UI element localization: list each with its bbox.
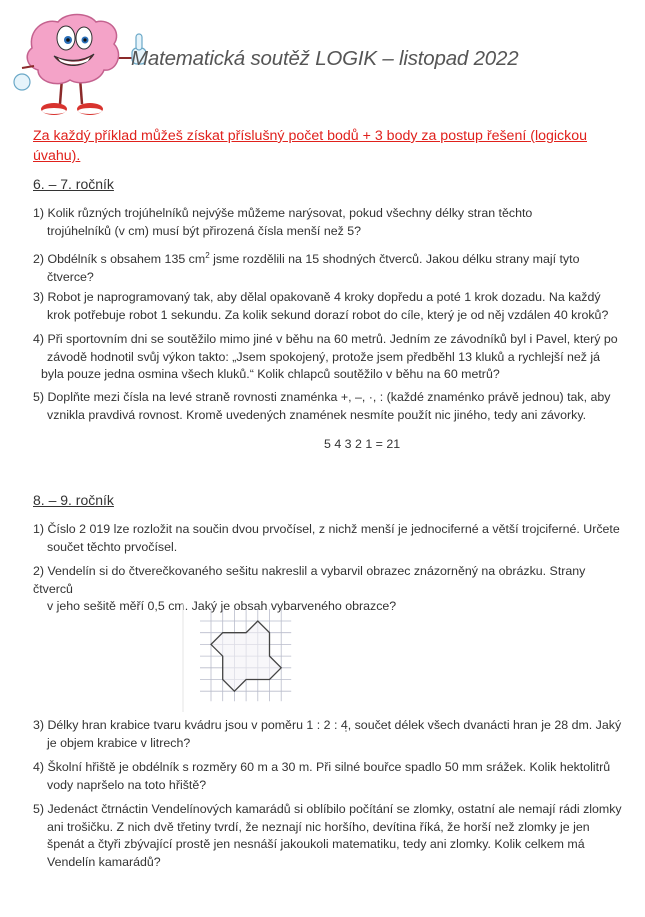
question-line: 4) Školní hřiště je obdélník s rozměry 60 m a 30 m. Při silné bouřce spadlo 50 mm srážek. Kolik hektolitrů xyxy=(33,760,611,774)
question-line: závodě hodnotil svůj výkon takto: „Jsem spokojený, protože jsem předběhl 13 kluků a rychlejší než já xyxy=(47,349,601,364)
equation: 5 4 3 2 1 = 21 xyxy=(324,437,401,451)
question-line: 2) Obdélník s obsahem 135 cm xyxy=(33,252,206,267)
question-line: 5) Doplňte mezi čísla na levé straně rovnosti znaménka +, –, ·, : (každé znaménko právě jednou) tak, aby xyxy=(33,390,611,404)
question-line: 1) Kolik různých trojúhelníků nejvýše můžeme narýsovat, pokud všechny délky stran těchto xyxy=(33,206,533,220)
question-6-7-3 xyxy=(33,289,623,324)
grid-shape-figure xyxy=(182,602,302,714)
question-line: trojúhelníků (v cm) musí být přirozená čísla menší než 5? xyxy=(47,223,362,238)
question-line: součet těchto prvočísel. xyxy=(47,539,178,554)
question-line: 5) Jedenáct čtrnáctin Vendelínových kamarádů si oblíbilo počítání se zlomky, ostatní ale nemají rádi zlomky xyxy=(33,802,622,816)
question-line: vznikla pravdivá rovnost. Kromě uvedených znamének nesmíte použít nic jiného, tedy ani závorky. xyxy=(47,407,587,422)
question-6-7-5 xyxy=(33,389,623,424)
question-line: 1) Číslo 2 019 lze rozložit na součin dvou prvočísel, z nichž menší je jednociferné a větší trojciferné. Určete xyxy=(33,522,620,536)
question-line: 4) Při sportovním dni se soutěžilo mimo jiné v běhu na 60 metrů. Jedním ze závodníků byl i Pavel, který po xyxy=(33,332,618,346)
question-line: je objem krabice v litrech? xyxy=(47,735,191,750)
question-8-9-4 xyxy=(33,759,623,794)
scoring-note: Za každý příklad můžeš získat příslušný počet bodů + 3 body za postup řešení (logickou úvahu). xyxy=(33,128,587,164)
question-line: 3) Délky hran krabice tvaru kvádru jsou v poměru 1 : 2 : 4, součet délek všech dvanácti hran je 28 dm. Jaký xyxy=(33,718,622,732)
question-8-9-2 xyxy=(33,563,623,616)
question-line: ani trošičku. Z nich dvě třetiny tvrdí, že neznají nic horšího, devítina říká, že horší než zlomky je jen xyxy=(47,819,590,834)
question-line: vody napršelo na toto hřiště? xyxy=(47,777,207,792)
question-line: jsme rozdělili na 15 shodných čtverců. Jakou délku strany mají tyto xyxy=(209,252,580,267)
question-8-9-3 xyxy=(33,717,623,752)
question-line: byla pouze jedna osmina všech kluků.“ Kolik chlapců soutěžilo v běhu na 60 metrů? xyxy=(41,367,500,381)
question-6-7-4 xyxy=(33,331,623,384)
question-line: špenát a čtyři zbývající prostě jen nesnáší jakoukoli matematiku, tedy ani zlomky. Kolik celkem má xyxy=(47,837,585,851)
question-line: Vendelín kamarádů? xyxy=(47,854,161,869)
question-line: 2) Vendelín si do čtverečkovaného sešitu nakreslil a vybarvil obrazec znázorněný na obrázku. Strany čtverců xyxy=(33,564,586,596)
question-line: 3) Robot je naprogramovaný tak, aby dělal opakovaně 4 kroky dopředu a poté 1 krok dozadu. Na každý xyxy=(33,290,601,304)
question-line: krok potřebuje robot 1 sekundu. Za kolik sekund dorazí robot do cíle, který je od něj vzdálen 40 kroků? xyxy=(47,307,609,322)
question-6-7-1 xyxy=(33,205,623,240)
section-heading-8-9: 8. – 9. ročník xyxy=(33,492,114,508)
section-heading-6-7: 6. – 7. ročník xyxy=(33,176,114,192)
page-title: Matematická soutěž LOGIK – listopad 2022 xyxy=(131,47,519,70)
question-8-9-1 xyxy=(33,521,623,556)
question-line: čtverce? xyxy=(47,269,94,284)
question-line: v jeho sešitě měří 0,5 cm. Jaký je obsah vybarveného obrazce? xyxy=(47,599,397,613)
question-8-9-5 xyxy=(33,801,623,871)
superscript: 2 xyxy=(205,251,210,260)
question-6-7-2 xyxy=(33,247,623,286)
